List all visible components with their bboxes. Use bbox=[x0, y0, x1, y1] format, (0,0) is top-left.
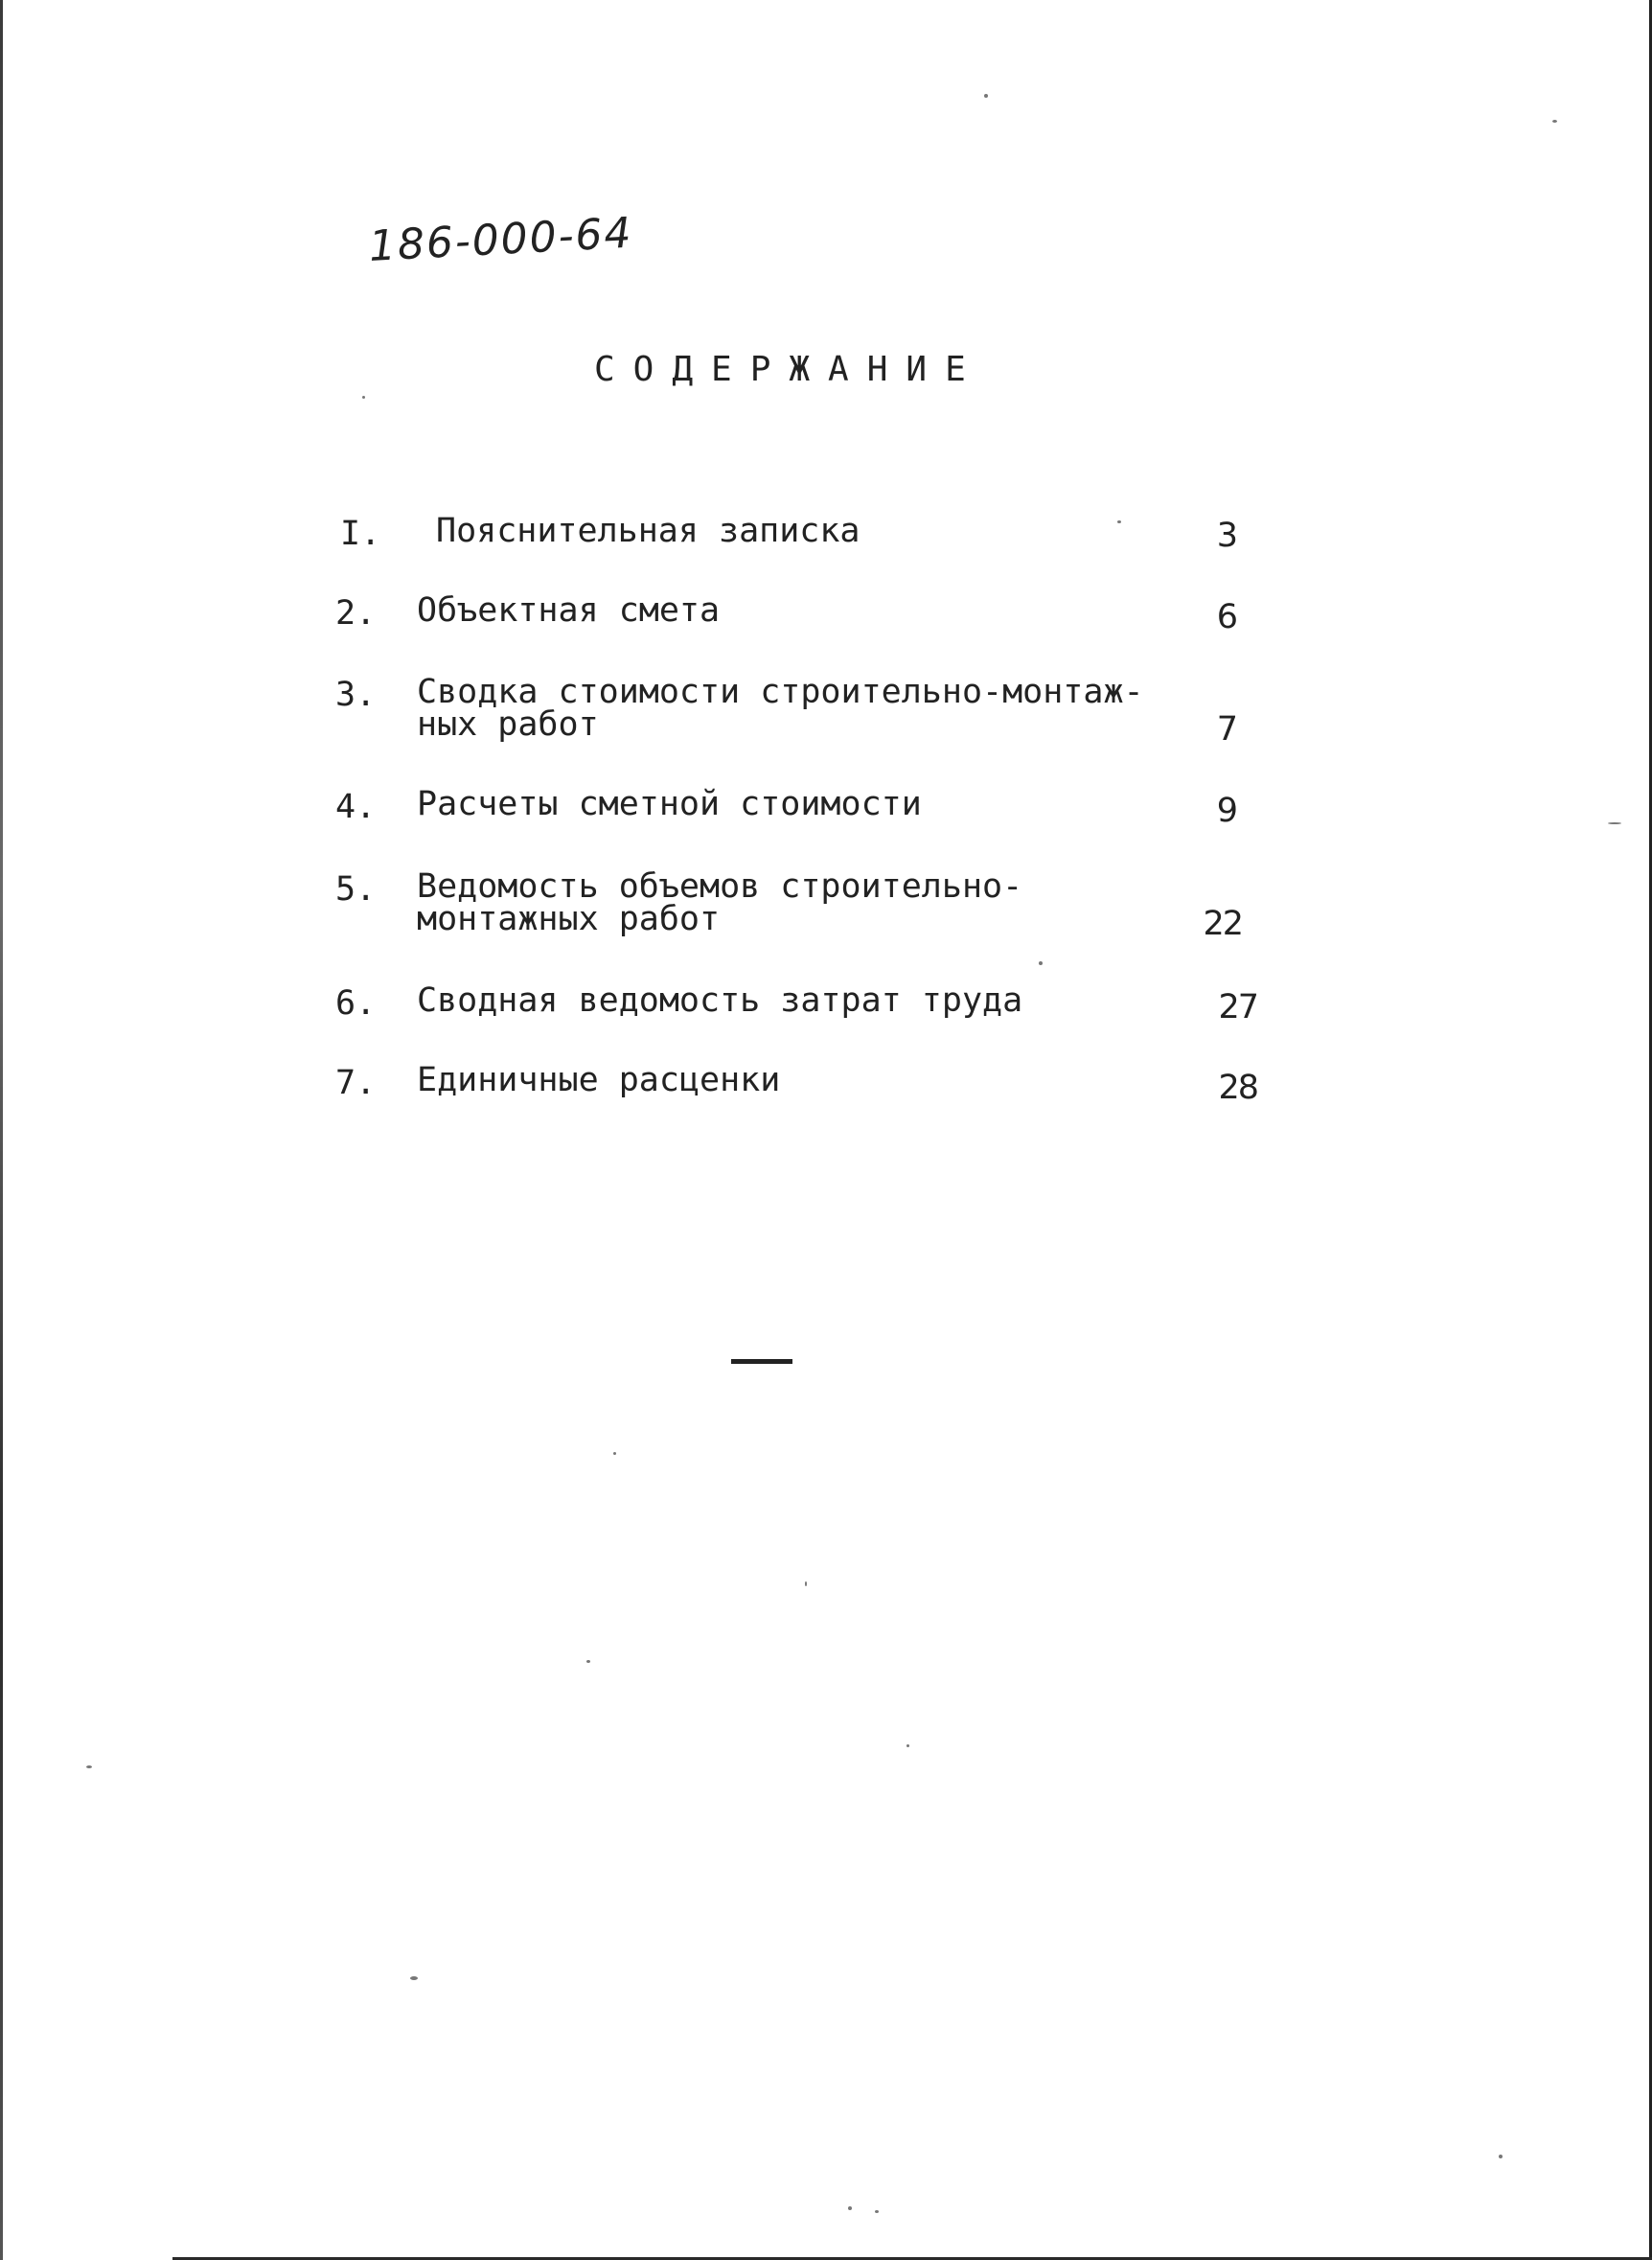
toc-item-number: I. bbox=[340, 515, 381, 553]
scan-speck bbox=[586, 1660, 590, 1663]
toc-item bbox=[335, 512, 1255, 601]
scan-speck bbox=[1552, 120, 1557, 123]
toc-item bbox=[335, 591, 1255, 680]
scan-speck bbox=[410, 1976, 418, 1980]
toc-item-page: 9 bbox=[1216, 792, 1236, 830]
toc-item bbox=[335, 785, 1255, 874]
toc-item-text: Ведомость объемов строительно- монтажных работ bbox=[417, 867, 1023, 938]
scan-speck bbox=[1608, 822, 1621, 824]
scan-speck bbox=[1039, 961, 1043, 965]
scan-speck bbox=[613, 1452, 616, 1455]
toc-item-page: 28 bbox=[1218, 1069, 1257, 1107]
toc-item-number: 7. bbox=[335, 1064, 377, 1102]
scan-speck bbox=[1499, 2155, 1503, 2158]
scan-speck bbox=[848, 2206, 852, 2210]
scan-speck bbox=[984, 94, 988, 98]
toc-item-number: 6. bbox=[335, 984, 377, 1023]
end-dash bbox=[731, 1359, 792, 1364]
scan-speck bbox=[362, 396, 365, 399]
toc-item-page: 22 bbox=[1203, 905, 1242, 943]
toc-item-text: Сводка стоимости строительно-монтаж- ных работ bbox=[417, 673, 1144, 744]
toc-item-text: Единичные расценки bbox=[417, 1061, 781, 1099]
toc-item-page: 6 bbox=[1216, 598, 1236, 636]
toc-item-text: Сводная ведомость затрат труда bbox=[417, 981, 1023, 1020]
scan-speck bbox=[805, 1581, 807, 1586]
scan-speck bbox=[875, 2210, 879, 2213]
toc-item bbox=[335, 1061, 1257, 1150]
toc-item-number: 3. bbox=[335, 676, 377, 714]
scan-speck bbox=[1117, 520, 1121, 523]
toc-item bbox=[335, 867, 1255, 957]
toc-item-page: 7 bbox=[1216, 710, 1236, 749]
scan-speck bbox=[86, 1765, 92, 1768]
toc-item-text: Пояснительная записка bbox=[436, 512, 860, 550]
toc-item-page: 3 bbox=[1216, 517, 1236, 555]
toc-item-text: Расчеты сметной стоимости bbox=[417, 785, 922, 823]
document-code: 186-000-64 bbox=[367, 208, 634, 271]
toc-item-number: 2. bbox=[335, 594, 377, 633]
toc-item-text: Объектная смета bbox=[417, 591, 721, 630]
toc-item-number: 4. bbox=[335, 788, 377, 826]
toc-item-number: 5. bbox=[335, 870, 377, 909]
toc-item bbox=[335, 673, 1255, 762]
toc-item-page: 27 bbox=[1218, 988, 1257, 1026]
scan-speck bbox=[906, 1744, 909, 1747]
page-title: СОДЕРЖАНИЕ bbox=[594, 350, 984, 389]
toc-item bbox=[335, 981, 1257, 1071]
